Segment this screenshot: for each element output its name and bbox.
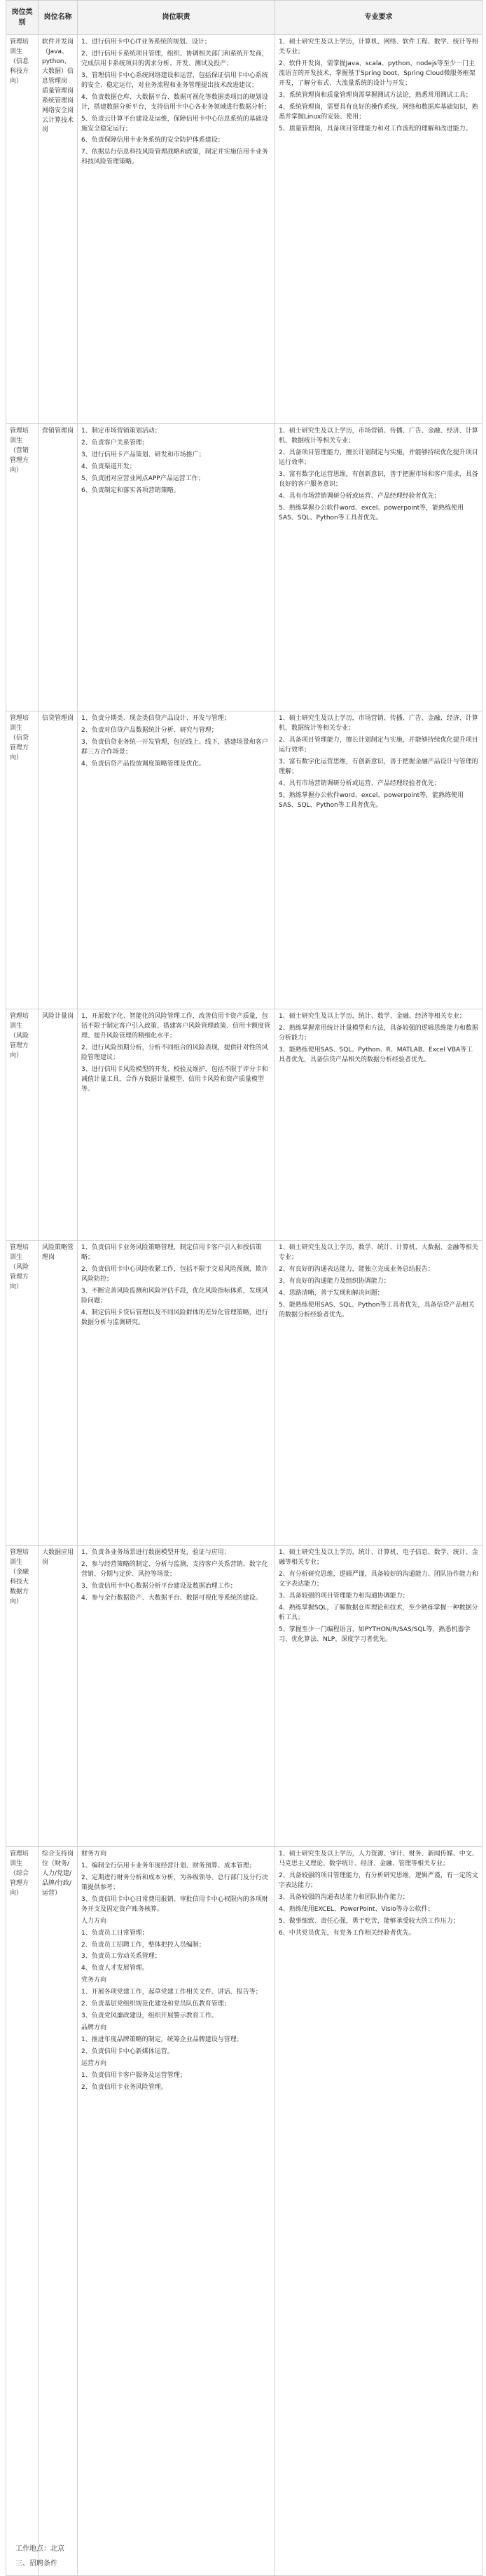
duty-line: 1、进行信用卡中心IT业务系统的规划、设计； — [81, 39, 211, 46]
duty-line: 3、负责信用卡中心日常费用报销、审批信用卡中心权限内的各项财务开支及固定资产账务核算。 — [81, 1895, 268, 1913]
requirement-line: 1、硕士研究生及以上学历，统计、数学、金融、经济等相关专业； — [279, 1013, 466, 1020]
duty-line: 1、制定市场营销策划活动； — [81, 428, 161, 435]
duty-line: 6、负责保障信用卡业务系统的安全防护体系建设； — [81, 137, 224, 144]
duty-line: 3、负责信贷业务统一开发管理，包括线上、线下，搭建场景和客户群三方合作场景； — [81, 738, 268, 756]
duty-line: 6、负责制定和落实各项营销策略。 — [81, 486, 180, 494]
duty-line: 1、负责各业务场景进行数据模型开发，验证与应用； — [81, 1549, 230, 1556]
table-row — [6, 1546, 482, 1847]
work-location: 工作地点：北京 — [15, 2545, 64, 2553]
cell-duties — [78, 35, 275, 424]
requirement-line: 3、具备较强的项目管理能力和沟通协调能力； — [279, 1592, 409, 1600]
duty-line: 3、负责党风廉政建设，组织开展警示教育工作。 — [81, 2012, 218, 2020]
duty-line: 1、推进年度品牌策略的制定，统筹企业品牌建设与管理； — [81, 2036, 243, 2043]
cell-duties — [78, 711, 275, 1009]
duty-line: 1、开展各项党建工作，起草党建工作相关文件、讲话、报告等； — [81, 1989, 262, 1996]
duty-line: 3、不断完善风险监测和风险评估手段，优化风险指标体系，发现风险问题； — [81, 1287, 268, 1304]
cell-requirements — [275, 424, 482, 711]
section-heading: 三、招聘条件 — [15, 2560, 57, 2568]
duty-line: 1、负责信用卡业务风险策略管理，制定信用卡客户引入和授信策略； — [81, 1244, 262, 1261]
duty-line: 4、负责渠道开发； — [81, 463, 136, 470]
cell-duties — [78, 1847, 275, 2576]
duty-line: 2、定期进行财务分析和成本分析，为各级领导、总行部门及分行决策提供参考； — [81, 1874, 268, 1891]
cell-category: 管理培训生（营销管理方向） — [6, 424, 39, 711]
duty-line: 2、参与经营策略的制定、分析与监测，支持客户关系营销、数字化营销、分期与定价、风控等场景； — [81, 1560, 268, 1578]
cell-category: 管理培训生（金融科技大数据方向） — [6, 1546, 39, 1847]
table-row — [6, 1241, 482, 1546]
cell-requirements — [275, 1009, 482, 1241]
cell-duties — [78, 1009, 275, 1241]
requirement-line: 2、具备项目管理能力，擅长计划制定与实施，并能够持续优化提升项目运行效率； — [279, 449, 478, 466]
header-duties: 岗位职责 — [78, 1, 275, 35]
cell-position: 营销管理岗 — [39, 424, 78, 711]
duty-line: 3、进行信用卡产品策划、研发和市场推广； — [81, 451, 205, 458]
requirement-line: 2、软件开发岗，需掌握Java、scala、python、nodejs等至少一门主流语言的开发技术，掌握基于Spring boot、Spring Cloud微服务框架开发，了解分布式、大流量系统的设计与开发； — [279, 60, 475, 87]
cell-duties — [78, 1546, 275, 1847]
cell-duties — [78, 1241, 275, 1546]
requirement-line: 3、系统管理岗和质量管理岗需掌握测试方法论，熟悉常用测试工具； — [279, 91, 472, 99]
requirement-line: 5、做事细致、责任心强，勇于吃苦，能够承受较大的工作压力； — [279, 1917, 459, 1925]
duty-line: 1、开展数字化、智能化的风险管理工作，改善信用卡资产质量，包括不限于制定客户引入政策、搭建客户风险管理政策、信用卡额度管理、提升风险管理的精细化水平； — [81, 1013, 271, 1040]
duty-line: 2、负责信用卡中心新媒体运营。 — [81, 2047, 174, 2055]
cell-category: 管理培训生（风险管理方向） — [6, 1241, 39, 1546]
duty-line: 财务方向 — [81, 1851, 107, 1858]
duty-line: 2、负责信用卡业务风险管理。 — [81, 2083, 167, 2091]
requirement-line: 4、系统管理岗，需要具有良好的操作系统、网络和数据库基础知识，熟悉并掌握Linux的安装、使用； — [279, 103, 478, 121]
duty-line: 2、负责员工招聘工作，整体把控人员编制； — [81, 1941, 205, 1949]
duty-line: 5、负责云计算平台建设及运维，保障信用卡中心信息系统的基础设施安全稳定运行； — [81, 115, 268, 132]
requirement-line: 2、具备项目管理能力，擅长计划制定与实施，并能够持续优化提升项目运行效率； — [279, 736, 478, 754]
requirement-line: 5、熟练掌握办公软件word、excel、powerpoint等，能熟练使用SAS、SQL、Python等工具者优先。 — [279, 791, 464, 809]
requirement-line: 3、具备较强的沟通表达能力和团队协作能力； — [279, 1893, 409, 1901]
cell-position: 大数据应用岗 — [39, 1546, 78, 1847]
duty-line: 2、进行风险预期分析，分析不同组合的风险表现，提供针对性的风险管理建议； — [81, 1044, 268, 1061]
duty-line: 3、负责信用卡中心数据分析平台建设及数据治理工作； — [81, 1582, 237, 1590]
cell-requirements — [275, 1546, 482, 1847]
requirement-line: 4、熟练掌握SQL，了解数据仓库理论和技术，至少熟练掌握一种数据分析工具； — [279, 1604, 478, 1621]
duty-line: 2、负责客户关系管理； — [81, 439, 148, 447]
duty-line: 党务方向 — [81, 1977, 107, 1984]
cell-duties — [78, 424, 275, 711]
duty-line: 3、进行信用卡风险模型的开发、校验及维护，包括不限于评分卡和减值计量工具，合作方数据计量模型、信用卡风险和资产质量模型等。 — [81, 1065, 268, 1093]
requirement-line: 2、熟练掌握常用统计计量模型和方法，具备较强的逻辑思维能力和数据分析能力； — [279, 1024, 478, 1042]
requirement-line: 3、能熟练使用SAS、SQL、Python、R、MATLAB、Excel VBA等工具者优先，具备信贷产品相关的数据分析经验者优先。 — [279, 1046, 473, 1063]
cell-category: 管理培训生（风险管理方向） — [6, 1009, 39, 1241]
requirement-line: 2、有良好的沟通表达能力，能独立完成业务总结报告； — [279, 1265, 434, 1273]
requirement-line: 5、熟练掌握办公软件word、excel、powerpoint等，能熟练使用SAS、SQL、Python等工具者优先。 — [279, 504, 464, 522]
cell-requirements — [275, 711, 482, 1009]
duty-line: 4、参与全行数据资产、大数据平台、数据可视化等系统的建设。 — [81, 1594, 262, 1602]
cell-requirements — [275, 1241, 482, 1546]
cell-category: 管理培训生（信贷管理方向） — [6, 711, 39, 1009]
cell-position: 软件开发岗（Java、python、大数据）信息管理岗 质量管理岗 系统管理岗 网络安全岗 云计算技术岗 — [39, 35, 78, 424]
table-row — [6, 1009, 482, 1241]
duty-line: 4、负责人才发展管理。 — [81, 1965, 148, 1972]
duty-line: 2、负责信用卡中心风险收紧工作，包括不限于交易风险预测，欺诈风险防控； — [81, 1265, 268, 1283]
duty-line: 1、负责分期类、现金类信贷产品设计、开发与管理； — [81, 715, 230, 722]
duty-line: 1、负责员工日常管理； — [81, 1929, 148, 1937]
duty-line: 3、负责员工劳动关系管理； — [81, 1953, 161, 1961]
requirement-line: 1、硕士研究生及以上学历，市场营销、传播、广告、金融、经济、计算机、数据统计等相关专业； — [279, 428, 478, 444]
requirement-line: 5、能熟练使用SAS、SQL、Python等工具者优先，具备信贷产品相关的数据分析经验者优先。 — [279, 1301, 475, 1318]
duty-line: 5、负责团对应营业网点APP产品运营工作； — [81, 475, 204, 482]
cell-position: 综合支持岗位（财务/人力/党建/品牌/行政/运营） — [39, 1847, 78, 2576]
cell-position: 风险策略管理岗 — [39, 1241, 78, 1546]
duty-line: 4、制定信用卡贷后管理以及不同风险群体的差异化管理策略，进行数据分析与监测研究。 — [81, 1309, 268, 1326]
table-row — [6, 1847, 482, 2576]
requirement-line: 4、具有市场营销调研分析或运营、产品经理经验者优先； — [279, 779, 440, 787]
job-table — [6, 0, 482, 2576]
requirement-line: 4、思路清晰，善于发现和解决问题； — [279, 1289, 384, 1297]
table-body — [6, 35, 482, 2576]
cell-position: 信贷管理岗 — [39, 711, 78, 1009]
requirement-line: 1、硕士研究生及以上学历，统计、计算机、电子信息、数学、统计、金融等相关专业； — [279, 1549, 478, 1566]
requirement-line: 1、硕士研究生及以上学历，人力资源、审计、财务、新闻传媒、中文、马克思主义理论、数学统计、经济、金融、管理等相关专业； — [279, 1851, 478, 1867]
duty-line: 品牌方向 — [81, 2024, 107, 2032]
duty-line: 运营方向 — [81, 2059, 107, 2067]
requirement-line: 4、具有市场营销调研分析或运营、产品经理经验者优先； — [279, 492, 440, 500]
header-requirements: 专业要求 — [275, 1, 482, 35]
duty-line: 2、进行信用卡系统项目管理，组织、协调相关部门和系统开发商，完成信用卡系统项目的需求分析、开发、测试及投产； — [81, 50, 268, 67]
requirement-line: 3、富有数字化运营思维，有创新意识，善于把握市场和客户需求，具备良好的客户服务意识； — [279, 470, 478, 488]
requirement-line: 6、中共党员优先，有党务工作相关经验者优先。 — [279, 1929, 415, 1937]
duty-line: 4、负责信贷产品投放调度策略管理及优化。 — [81, 760, 205, 768]
cell-category: 管理培训生（信息科技方向） — [6, 35, 39, 424]
duty-line: 4、负责数据仓库、大数据平台、数据可视化等数据类项目的规划设计，搭建数据分析平台，支持信用卡中心各业务领域进行数据分析； — [81, 93, 271, 111]
requirement-line: 1、硕士研究生及以上学历，市场营销、传播、广告、金融、经济、计算机、数据统计等相关专业； — [279, 715, 478, 732]
duty-line: 1、负责信用卡客户服务及运营管理； — [81, 2071, 186, 2079]
requirement-line: 5、质量管理岗，具备项目管理能力和对工作流程的理解和改进能力。 — [279, 125, 472, 132]
table-row — [6, 711, 482, 1009]
duty-line: 2、负责对信贷产品数据统计分析、研究与管理； — [81, 726, 218, 734]
requirement-line: 3、有良好的沟通能力及组织协调能力； — [279, 1277, 390, 1285]
duty-line: 人力方向 — [81, 1917, 107, 1925]
requirement-line: 1、硕士研究生及以上学历，计算机、网络、软件工程、数学、统计等相关专业； — [279, 39, 478, 55]
header-category: 岗位类别 — [6, 1, 39, 35]
cell-category: 管理培训生（综合管理方向） — [6, 1847, 39, 2576]
requirement-line: 3、富有数字化运营思维，有创新意识，善于把握金融产品设计与管理的理解； — [279, 758, 478, 775]
header-position: 岗位名称 — [39, 1, 78, 35]
cell-position: 风险计量岗 — [39, 1009, 78, 1241]
requirement-line: 1、硕士研究生及以上学历，数学、统计、计算机、大数据、金融等相关专业； — [279, 1244, 478, 1261]
table-header-row — [6, 1, 482, 35]
table-row — [6, 35, 482, 424]
duty-line: 2、负责基层党组织规范化建设和党员队伍教育管理； — [81, 2001, 230, 2008]
cell-requirements — [275, 35, 482, 424]
requirement-line: 2、有分析研究思维，逻辑严谨，具备较好的沟通能力、团队协作能力和文字表达能力； — [279, 1570, 478, 1588]
cell-requirements — [275, 1847, 482, 2576]
table-row — [6, 424, 482, 711]
duty-line: 3、管理信用卡中心系统网络建设和运营，包括保证信用卡中心系统的安全、稳定运行，对业务流程和业务管理提出技术改进建议； — [81, 71, 268, 89]
duty-line: 1、编制全行信用卡业务年度经营计划、财务预算、成本管理； — [81, 1862, 256, 1869]
duty-line: 7、依据总行信息科技风险管理战略和政策，制定并实施信用卡业务科技风险管理策略。 — [81, 149, 268, 166]
requirement-line: 5、掌握至少一门编程语言，如PYTHON/R/SAS/SQL等，熟悉机器学习、优化算法、NLP、深度学习者优先。 — [279, 1626, 471, 1643]
requirement-line: 2、具备较强的项目管理能力，有分析研究思维，逻辑严谨，有一定的文字表达能力； — [279, 1872, 478, 1889]
requirement-line: 4、熟练使用EXCEL、PowerPoint、Visio等办公软件； — [279, 1905, 434, 1913]
